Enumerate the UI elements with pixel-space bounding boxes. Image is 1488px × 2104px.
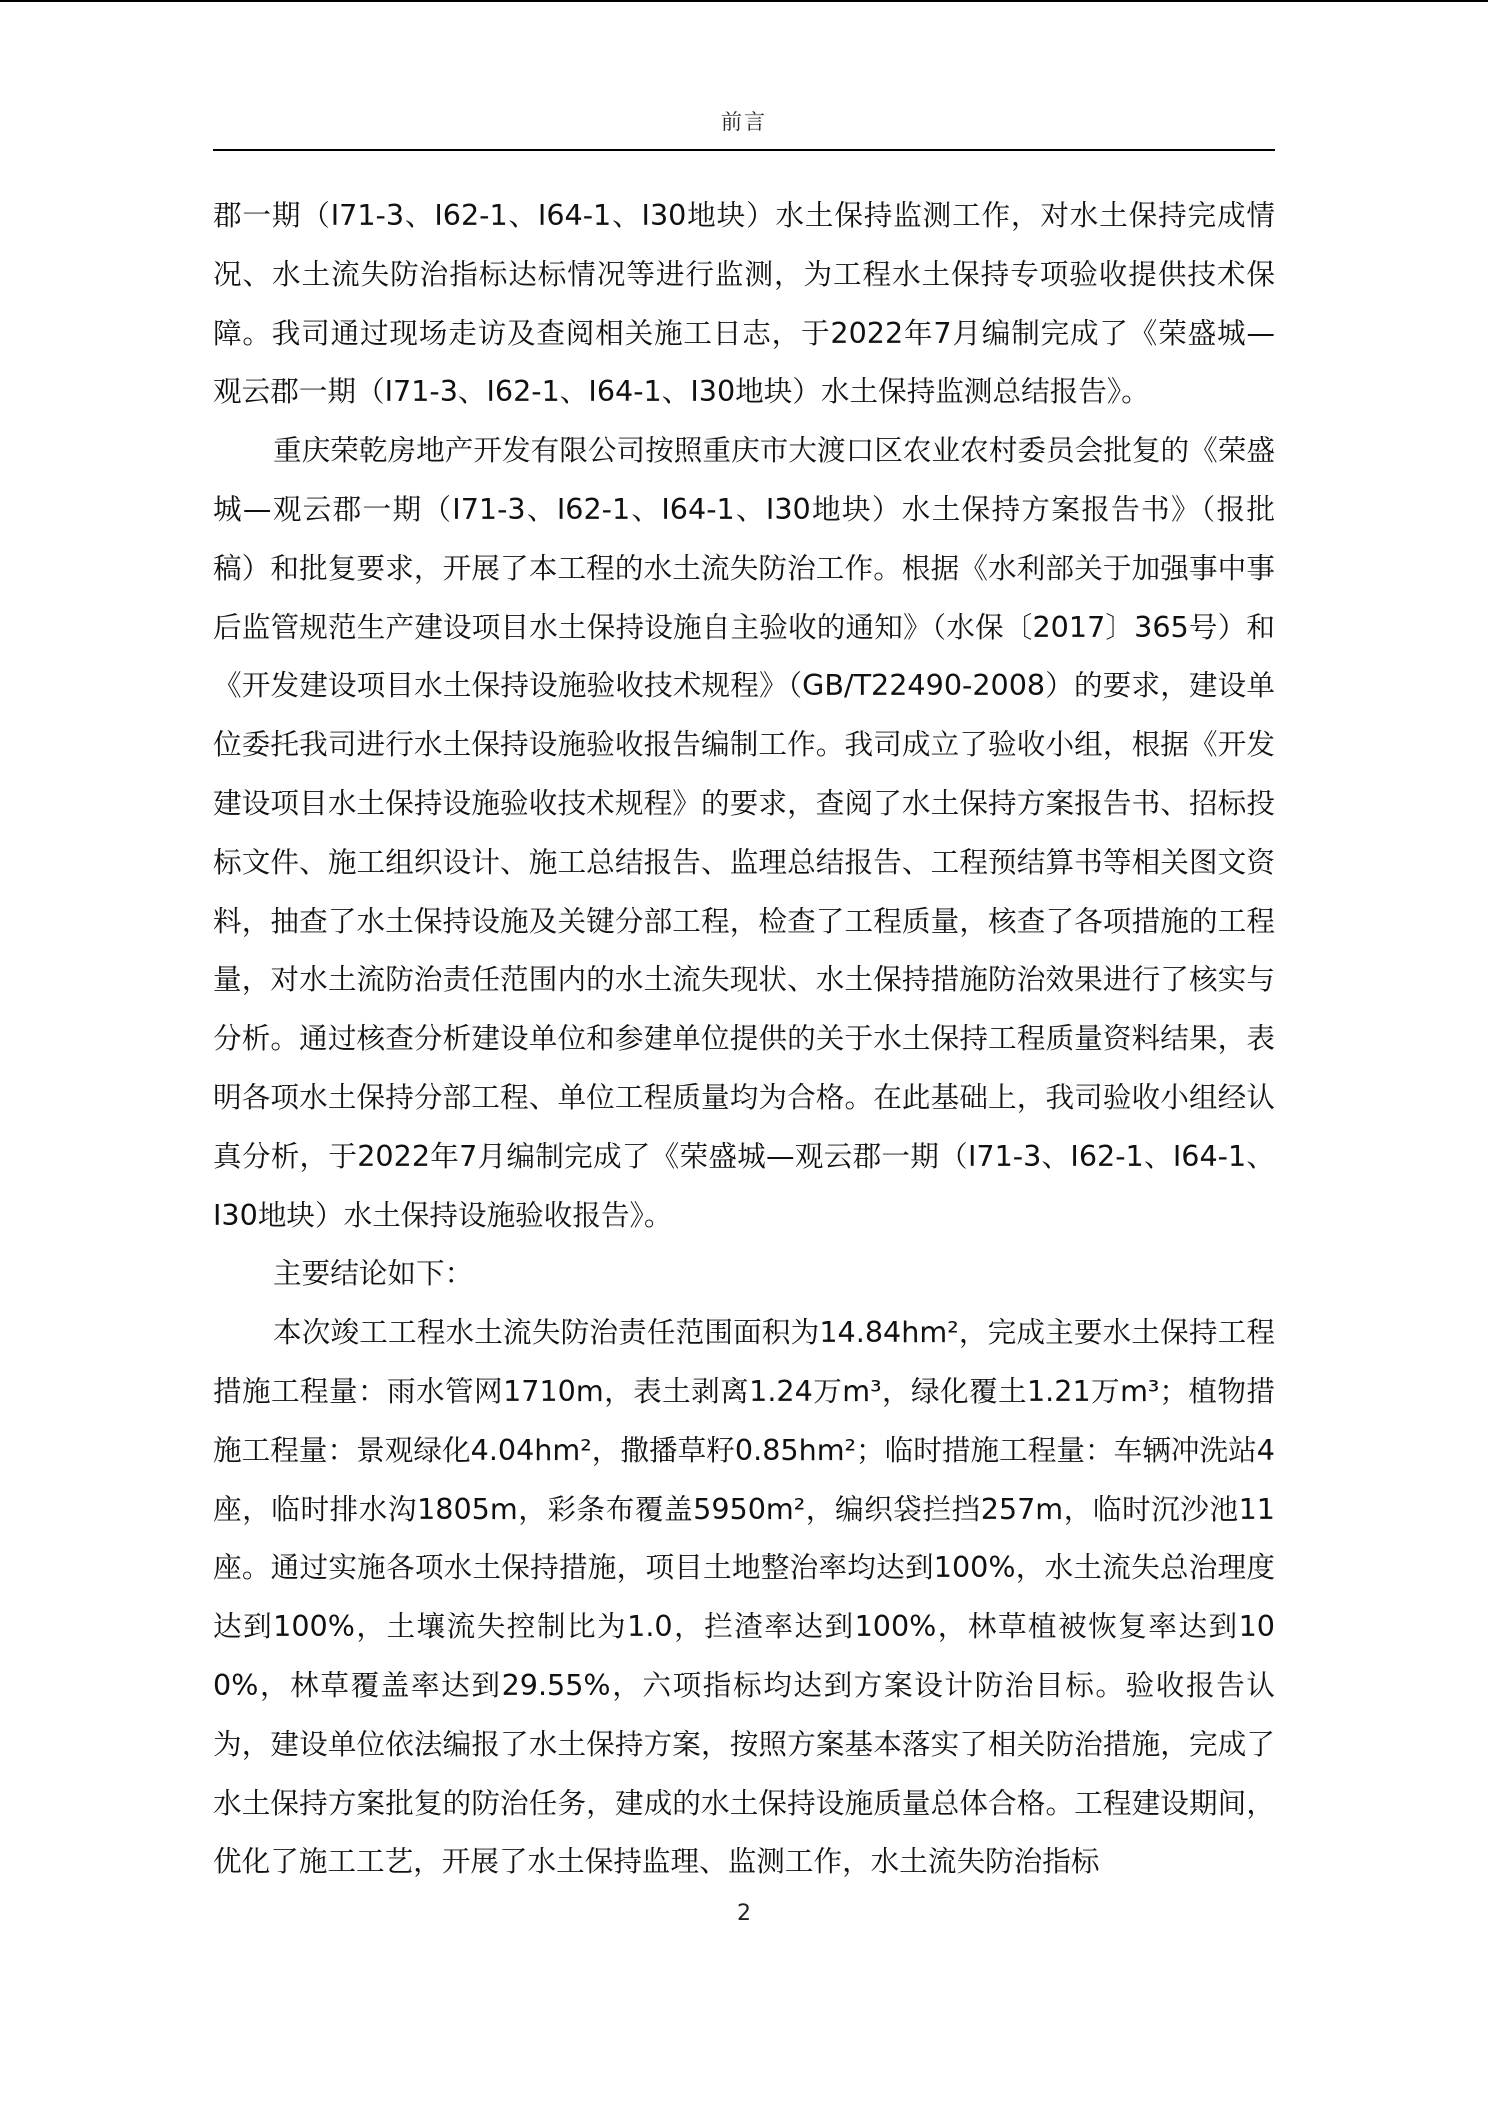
body-text [213, 186, 1275, 1891]
paragraph-4: 本次竣工工程水土流失防治责任范围面积为14.84hm²，完成主要水土保持工程措施工程量：雨水管网1710m，表土剥离1.24万m³，绿化覆土1.21万m³；植物措施工程量：景观绿化4.04hm²，撒播草籽0.85hm²；临时措施工程量：车辆冲洗站4座，临时排水沟1805m，彩条布覆盖5950m²，编织袋拦挡257m，临时沉沙池11座。通过实施各项水土保持措施，项目土地整治率均达到100%，水土流失总治理度达到100%，土壤流失控制比为1.0，拦渣率达到100%，林草植被恢复率达到100%，林草覆盖率达到29.55%，六项指标均达到方案设计防治目标。验收报告认为，建设单位依法编报了水土保持方案，按照方案基本落实了相关防治措施，完成了水土保持方案批复的防治任务，建成的水土保持设施质量总体合格。工程建设期间，优化了施工工艺，开展了水土保持监理、监测工作，水土流失防治指标 [213, 1315, 1275, 1879]
page-number: 2 [737, 1901, 751, 1926]
header-divider [213, 149, 1275, 151]
paragraph-3: 主要结论如下： [273, 1256, 474, 1291]
paragraph-2: 重庆荣乾房地产开发有限公司按照重庆市大渡口区农业农村委员会批复的《荣盛城—观云郡一期（I71-3、I62-1、I64-1、I30地块）水土保持方案报告书》（报批稿）和批复要求，开展了本工程的水土流失防治工作。根据《水利部关于加强事中事后监管规范生产建设项目水土保持设施自主验收的通知》（水保〔2017〕365号）和《开发建设项目水土保持设施验收技术规程》（GB/T22490-2008）的要求，建设单位委托我司进行水土保持设施验收报告编制工作。我司成立了验收小组，根据《开发建设项目水土保持设施验收技术规程》的要求，查阅了水土保持方案报告书、招标投标文件、施工组织设计、施工总结报告、监理总结报告、工程预结算书等相关图文资料，抽查了水土保持设施及关键分部工程，检查了工程质量，核查了各项措施的工程量，对水土流防治责任范围内的水土流失现状、水土保持措施防治效果进行了核实与分析。通过核查分析建设单位和参建单位提供的关于水土保持工程质量资料结果，表明各项水土保持分部工程、单位工程质量均为合格。在此基础上，我司验收小组经认真分析，于2022年7月编制完成了《荣盛城—观云郡一期（I71-3、I62-1、I64-1、I30地块）水土保持设施验收报告》。 [213, 433, 1275, 1232]
page-top-border [0, 0, 1488, 2]
page-header-title: 前言 [721, 110, 767, 134]
paragraph-1: 郡一期（I71-3、I62-1、I64-1、I30地块）水土保持监测工作，对水土保持完成情况、水土流失防治指标达标情况等进行监测，为工程水土保持专项验收提供技术保障。我司通过现场走访及查阅相关施工日志，于2022年7月编制完成了《荣盛城—观云郡一期（I71-3、I62-1、I64-1、I30地块）水土保持监测总结报告》。 [213, 198, 1275, 409]
